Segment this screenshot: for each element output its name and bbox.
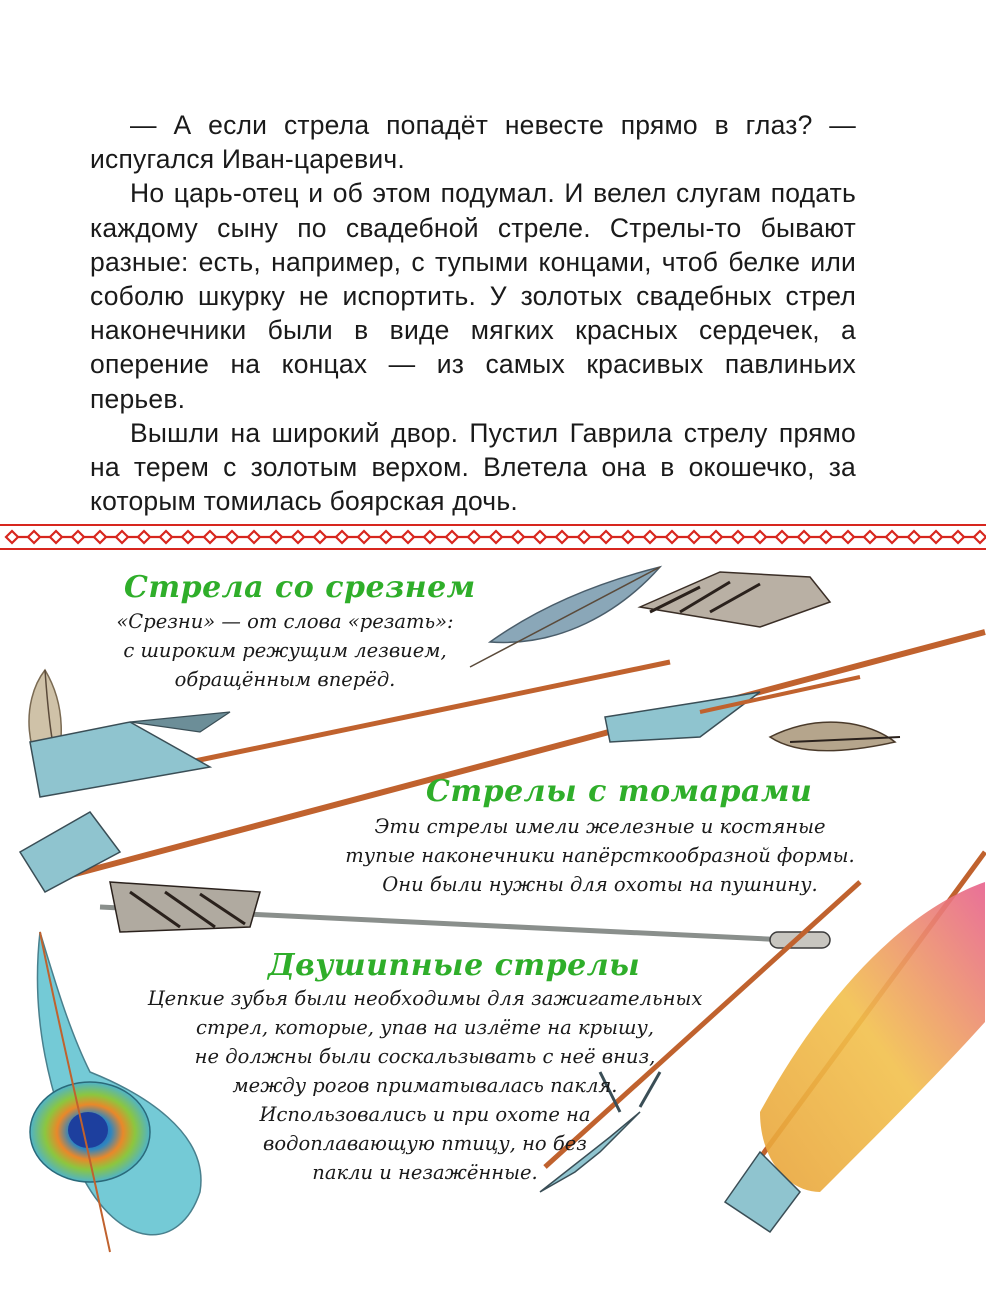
ornament-motif (952, 531, 974, 543)
ornament-motif (710, 531, 732, 543)
ornament-motif (556, 531, 578, 543)
ornament-motif (336, 531, 358, 543)
ornament-motif (644, 531, 666, 543)
description-line: обращённым вперёд. (174, 668, 396, 691)
description-line: Эти стрелы имели железные и костяные (374, 815, 826, 838)
arrow-fire (725, 852, 985, 1232)
ornament-motif (908, 531, 930, 543)
ornament-motif (424, 531, 446, 543)
section-description (100, 984, 750, 1187)
ornament-motif (204, 531, 226, 543)
ornament-motif (864, 531, 886, 543)
story-paragraph: Но царь-отец и об этом подумал. И велел слугам подать каждому сыну по свадебной стреле. Стрелы-то бывают разные: есть, например, с тупыми концами, чтоб белке или соболю шкурку не испортить. У золотых свадебных стрел наконечники были в виде мягких красных сердечек, а оперение на концах — из самых красивых павлиньих перьев. (90, 178, 856, 414)
ornament-motif (600, 531, 622, 543)
description-line: тупые наконечники напёрсткообразной формы. (345, 844, 855, 867)
ornament-motif (270, 531, 292, 543)
ornament-motif (446, 531, 468, 543)
feather-icon (770, 722, 900, 751)
description-line: стрел, которые, упав на излёте на крышу, (196, 1016, 654, 1039)
ornament-motif (798, 531, 820, 543)
description-line: между рогов приматывалась пакля. (232, 1074, 618, 1097)
ornament-motif (732, 531, 754, 543)
ornament-motif (776, 531, 798, 543)
ornament-motif (688, 531, 710, 543)
ornament-border (0, 522, 986, 552)
ornament-motif (534, 531, 556, 543)
ornament-motif (512, 531, 534, 543)
ornament-motif (886, 531, 908, 543)
ornament-motif (50, 531, 72, 543)
description-line: Использовались и при охоте на (259, 1103, 591, 1126)
ornament-motif (28, 531, 50, 543)
story-text (90, 108, 856, 518)
description-line: «Срезни» — от слова «резать»: (116, 610, 454, 633)
section-title: Двушипные стрелы (268, 948, 641, 983)
ornament-motif (138, 531, 160, 543)
ornament-motif (820, 531, 842, 543)
ornament-motif (182, 531, 204, 543)
section-title: Стрелы с томарами (426, 774, 813, 809)
ornament-motif (666, 531, 688, 543)
description-line: с широким режущим лезвием, (123, 639, 447, 662)
ornament-motif (226, 531, 248, 543)
ornament-motif (6, 531, 28, 543)
ornament-motif (160, 531, 182, 543)
ornament-motif (292, 531, 314, 543)
description-line: водоплавающую птицу, но без (263, 1132, 587, 1155)
ornament-motif (72, 531, 94, 543)
ornament-motif (930, 531, 952, 543)
ornament-motif (754, 531, 776, 543)
ornament-motif (248, 531, 270, 543)
ornament-motif (358, 531, 380, 543)
ornament-motif (622, 531, 644, 543)
description-line: не должны были соскальзывать с неё вниз, (194, 1045, 656, 1068)
ornament-motif (314, 531, 336, 543)
description-line: пакли и незажённые. (312, 1161, 538, 1184)
story-paragraph: — А если стрела попадёт невесте прямо в глаз? — испугался Иван-царевич. (90, 110, 856, 175)
section-description (75, 607, 495, 694)
section-title: Стрела со срезнем (124, 570, 476, 605)
feather-icon (470, 567, 660, 667)
ornament-motif (578, 531, 600, 543)
ornament-motif (116, 531, 138, 543)
ornament-motif (974, 531, 986, 543)
ornament-motif (490, 531, 512, 543)
section-description (320, 812, 880, 899)
ornament-motif (94, 531, 116, 543)
ornament-motif (468, 531, 490, 543)
description-line: Цепкие зубья были необходимы для зажигательных (147, 987, 703, 1010)
description-line: Они были нужны для охоты на пушнину. (382, 873, 818, 896)
ornament-motif (380, 531, 402, 543)
ornament-motif (842, 531, 864, 543)
story-paragraph: Вышли на широкий двор. Пустил Гаврила стрелу прямо на терем с золотым верхом. Влетела она в окошечко, за которым томилась боярская дочь. (90, 417, 856, 517)
ornament-motif (402, 531, 424, 543)
